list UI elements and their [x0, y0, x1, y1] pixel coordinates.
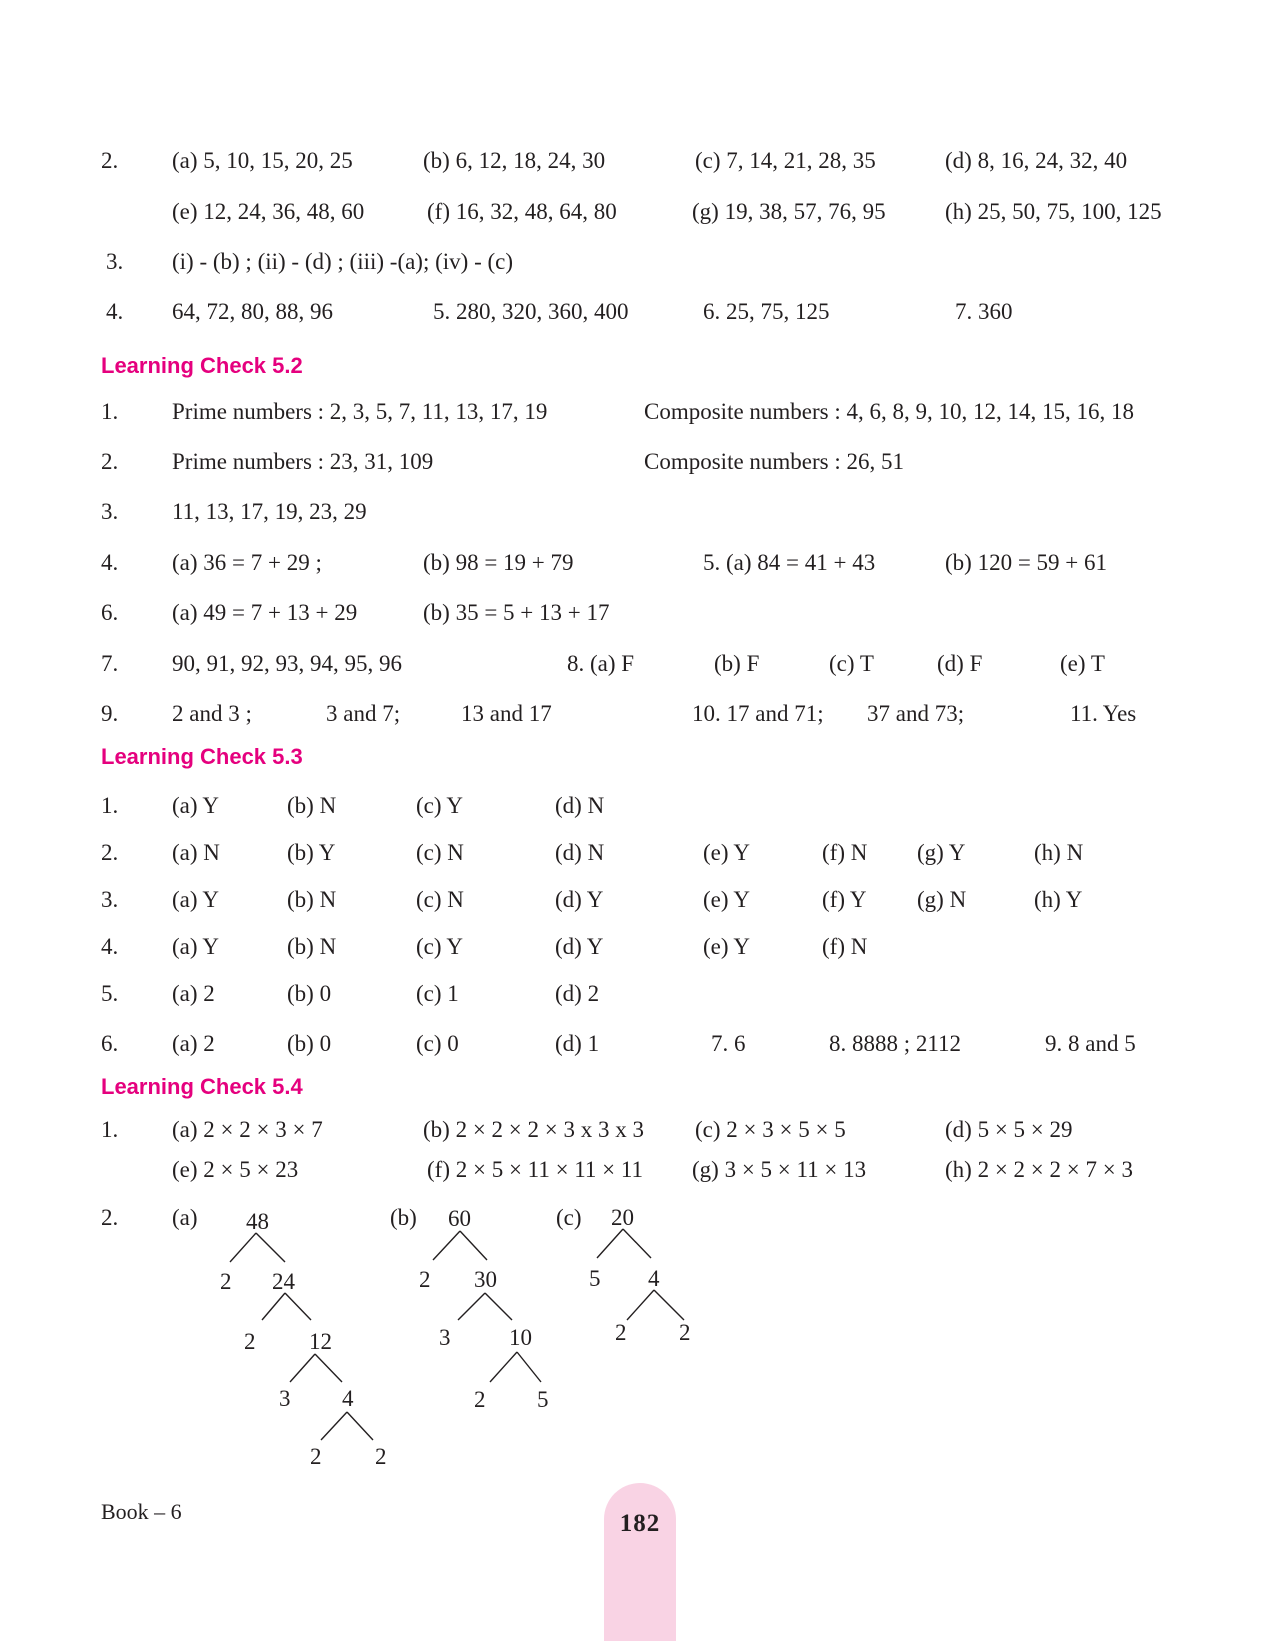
section-heading: Learning Check 5.4 [101, 1074, 303, 1099]
answer-cell: (b) 2 × 2 × 2 × 3 x 3 x 3 [423, 1117, 644, 1142]
question-number: 2. [101, 840, 119, 865]
answer-cell: 7. 360 [955, 299, 1013, 324]
answer-cell: (a) Y [172, 793, 220, 818]
answer-cell: (d) Y [555, 934, 604, 959]
answer-cell: (c) 7, 14, 21, 28, 35 [695, 148, 876, 173]
tree-node: 24 [272, 1269, 295, 1294]
tree-branch [597, 1229, 623, 1258]
question-number: 5. [101, 981, 119, 1006]
tree-node: 2 [244, 1329, 256, 1354]
question-number: 1. [101, 793, 119, 818]
tree-node: 5 [589, 1266, 601, 1291]
tree-branch [458, 1293, 485, 1320]
tree-label: (c) [556, 1205, 582, 1230]
answer-cell: (i) - (b) ; (ii) - (d) ; (iii) -(a); (iv) - (c) [172, 249, 514, 274]
answer-cell: (e) Y [703, 934, 751, 959]
answer-cell: (h) Y [1034, 887, 1083, 912]
tree-branch [315, 1354, 342, 1382]
question-number: 3. [101, 499, 119, 524]
answer-cell: (b) 35 = 5 + 13 + 17 [423, 600, 610, 625]
answer-cell: (b) 0 [287, 981, 332, 1006]
answer-cell: (f) Y [822, 887, 867, 912]
answer-cell: (g) Y [917, 840, 966, 865]
answer-cell: (b) N [287, 887, 337, 912]
answer-cell: (g) 3 × 5 × 11 × 13 [692, 1157, 867, 1182]
answer-cell: 8. 8888 ; 2112 [829, 1031, 962, 1056]
answer-cell: (d) 8, 16, 24, 32, 40 [945, 148, 1128, 173]
question-number: 7. [101, 651, 119, 676]
question-number: 2. [101, 449, 119, 474]
answer-cell: (f) N [822, 840, 868, 865]
answer-cell: (a) Y [172, 934, 220, 959]
tree-node: 3 [439, 1325, 451, 1350]
answer-cell: (a) 2 [172, 1031, 215, 1056]
tree-branch [230, 1233, 256, 1262]
tree-node: 4 [648, 1266, 660, 1291]
section-heading: Learning Check 5.2 [101, 353, 303, 378]
answer-cell: 64, 72, 80, 88, 96 [172, 299, 333, 324]
tree-node: 2 [419, 1267, 431, 1292]
tree-node: 30 [474, 1267, 497, 1292]
answer-cell: (c) 2 × 3 × 5 × 5 [695, 1117, 846, 1142]
tree-branch [285, 1293, 311, 1320]
tree-branch [256, 1233, 285, 1262]
tree-node: 2 [220, 1269, 232, 1294]
answer-cell: (e) 12, 24, 36, 48, 60 [172, 199, 365, 224]
answer-cell: (a) 2 × 2 × 3 × 7 [172, 1117, 323, 1142]
tree-node: 2 [375, 1444, 387, 1469]
answer-cell: (c) Y [416, 793, 464, 818]
answer-cell: Prime numbers : 23, 31, 109 [172, 449, 434, 474]
answer-cell: (a) Y [172, 887, 220, 912]
question-number: 4. [101, 934, 119, 959]
tree-node: 5 [537, 1387, 549, 1412]
tree-node: 2 [679, 1320, 691, 1345]
answer-cell: 5. 280, 320, 360, 400 [433, 299, 629, 324]
tree-node: 2 [474, 1387, 486, 1412]
answer-cell: (c) Y [416, 934, 464, 959]
answer-cell: Composite numbers : 26, 51 [644, 449, 905, 474]
answer-cell: Composite numbers : 4, 6, 8, 9, 10, 12, 14, 15, 16, 18 [644, 399, 1135, 424]
answer-cell: 11, 13, 17, 19, 23, 29 [172, 499, 367, 524]
tree-branch [290, 1354, 315, 1382]
answer-cell: (b) 0 [287, 1031, 332, 1056]
answer-cell: (d) N [555, 840, 605, 865]
answer-cell: 2 and 3 ; [172, 701, 252, 726]
tree-branch [433, 1231, 460, 1260]
answer-cell: 3 and 7; [326, 701, 401, 726]
answer-cell: (h) 25, 50, 75, 100, 125 [945, 199, 1162, 224]
answer-cell: (b) Y [287, 840, 336, 865]
tree-label: (a) [172, 1205, 198, 1230]
answer-cell: 10. 17 and 71; [692, 701, 824, 726]
answer-cell: (b) 98 = 19 + 79 [423, 550, 574, 575]
question-number: 2. [101, 1205, 119, 1230]
answer-cell: (e) Y [703, 887, 751, 912]
question-number: 3. [101, 887, 119, 912]
tree-branch [627, 1290, 654, 1320]
tree-node: 60 [448, 1206, 471, 1231]
question-number: 4. [101, 550, 119, 575]
answer-cell: (a) N [172, 840, 220, 865]
tree-node: 2 [615, 1320, 627, 1345]
answer-cell: 13 and 17 [461, 701, 552, 726]
tree-branch [262, 1293, 285, 1320]
tree-label: (b) [390, 1205, 417, 1230]
answer-cell: 9. 8 and 5 [1045, 1031, 1136, 1056]
answer-cell: (a) 5, 10, 15, 20, 25 [172, 148, 353, 173]
answer-cell: (b) 120 = 59 + 61 [945, 550, 1108, 575]
question-number: 1. [101, 1117, 119, 1142]
tree-branch [460, 1231, 487, 1260]
answer-cell: 11. Yes [1070, 701, 1137, 726]
answer-cell: 7. 6 [711, 1031, 746, 1056]
tree-branch [654, 1290, 684, 1320]
answer-cell: 37 and 73; [867, 701, 965, 726]
answer-cell: (d) 5 × 5 × 29 [945, 1117, 1073, 1142]
question-number: 1. [101, 399, 119, 424]
answer-cell: (d) Y [555, 887, 604, 912]
answer-cell: 8. (a) F [567, 651, 635, 676]
answer-cell: (f) 16, 32, 48, 64, 80 [427, 199, 617, 224]
tree-node: 48 [246, 1209, 269, 1234]
answer-cell: (b) F [714, 651, 760, 676]
answer-cell: (g) 19, 38, 57, 76, 95 [692, 199, 886, 224]
answer-cell: (a) 49 = 7 + 13 + 29 [172, 600, 358, 625]
tree-branch [347, 1412, 373, 1440]
answer-cell: (c) N [416, 887, 464, 912]
answer-cell: (a) 2 [172, 981, 215, 1006]
answer-cell: (b) N [287, 934, 337, 959]
answer-cell: 6. 25, 75, 125 [703, 299, 830, 324]
answer-cell: (e) T [1060, 651, 1105, 676]
tree-branch [485, 1293, 512, 1320]
answer-cell: (f) 2 × 5 × 11 × 11 × 11 [427, 1157, 644, 1182]
tree-node: 20 [611, 1205, 634, 1230]
book-label: Book – 6 [101, 1499, 182, 1524]
question-number: 9. [101, 701, 119, 726]
page-number: 182 [619, 1510, 661, 1537]
answer-cell: (d) 2 [555, 981, 600, 1006]
tree-node: 2 [310, 1444, 322, 1469]
answer-cell: (h) 2 × 2 × 2 × 7 × 3 [945, 1157, 1133, 1182]
answer-cell: (h) N [1034, 840, 1084, 865]
tree-node: 12 [309, 1329, 332, 1354]
answer-cell: Prime numbers : 2, 3, 5, 7, 11, 13, 17, 19 [172, 399, 548, 424]
answer-cell: (b) N [287, 793, 337, 818]
q2-number: 2. [101, 148, 119, 173]
tree-branch [623, 1229, 651, 1258]
answer-cell: (c) 1 [416, 981, 459, 1006]
answer-cell: (a) 36 = 7 + 29 ; [172, 550, 322, 575]
tree-node: 4 [342, 1386, 354, 1411]
tree-branch [321, 1412, 347, 1440]
answer-cell: (d) F [937, 651, 983, 676]
answer-cell: (e) Y [703, 840, 751, 865]
answer-cell: (c) N [416, 840, 464, 865]
answer-cell: 90, 91, 92, 93, 94, 95, 96 [172, 651, 402, 676]
answer-cell: (d) 1 [555, 1031, 600, 1056]
answer-cell: (b) 6, 12, 18, 24, 30 [423, 148, 606, 173]
page-number-tab [604, 1483, 676, 1641]
answer-cell: (d) N [555, 793, 605, 818]
answer-cell: (g) N [917, 887, 967, 912]
question-number: 6. [101, 600, 119, 625]
question-number: 6. [101, 1031, 119, 1056]
q4-number: 4. [106, 299, 124, 324]
answer-cell: (c) 0 [416, 1031, 459, 1056]
tree-node: 3 [279, 1386, 291, 1411]
answer-cell: (f) N [822, 934, 868, 959]
answer-cell: (e) 2 × 5 × 23 [172, 1157, 299, 1182]
tree-branch [490, 1352, 517, 1382]
tree-branch [517, 1352, 541, 1382]
tree-node: 10 [509, 1325, 532, 1350]
answer-cell: 5. (a) 84 = 41 + 43 [703, 550, 876, 575]
section-heading: Learning Check 5.3 [101, 744, 303, 769]
answer-cell: (c) T [829, 651, 874, 676]
q3-number: 3. [106, 249, 124, 274]
